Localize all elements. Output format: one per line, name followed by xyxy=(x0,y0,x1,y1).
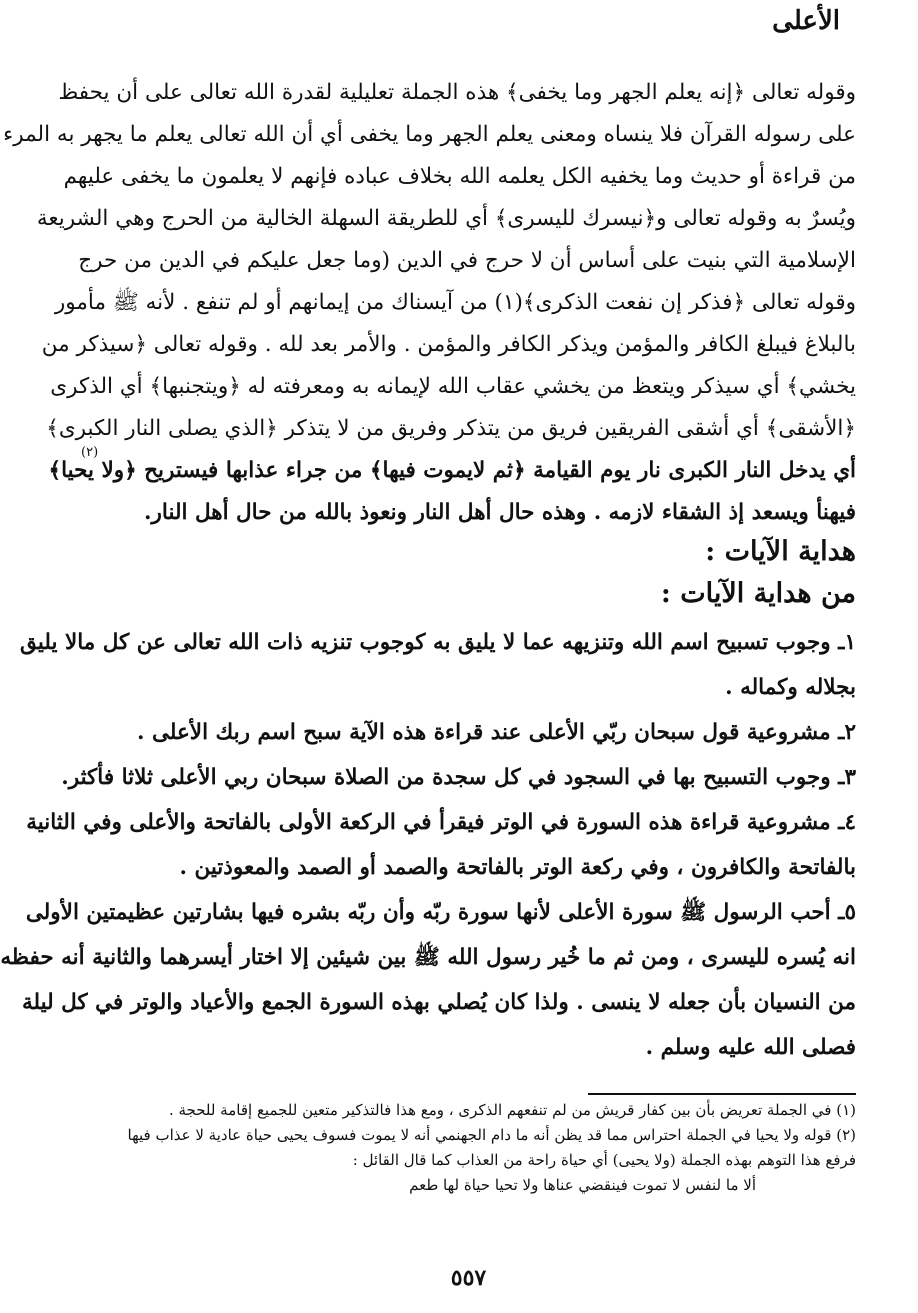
lesson-line: ٢ـ مشروعية قول سبحان ربّي الأعلى عند قراءة هذه الآية سبح اسم ربك الأعلى . xyxy=(136,720,856,745)
lesson-line: بالفاتحة والكافرون ، وفي ركعة الوتر بالفاتحة والصمد أو الصمد والمعوذتين . xyxy=(179,855,856,880)
footnote-line: فرفع هذا التوهم بهذه الجملة (ولا يحيى) أي حياة راحة من العذاب كما قال القائل : xyxy=(352,1151,856,1169)
commentary-line: ﴿الأشقى﴾ أي أشقى الفريقين فريق من يتذكر وفريق من لا يتذكر ﴿الذي يصلى النار الكبرى﴾ xyxy=(46,416,856,441)
commentary-line: يخشي﴾ أي سيذكر ويتعظ من يخشي عقاب الله لإيمانه به ومعرفته له ﴿ويتجنبها﴾ أي الذكرى xyxy=(50,374,856,399)
footnote-verse-line: ألا ما لنفس لا تموت فينقضي عناها ولا تحيا حياة لها طعم xyxy=(409,1176,756,1194)
commentary-line: على رسوله القرآن فلا ينساه ومعنى يعلم الجهر وما يخفى أي أن الله تعالى يعلم ما يجهر به المرء xyxy=(3,122,856,147)
lesson-line: ٣ـ وجوب التسبيح بها في السجود في كل سجدة من الصلاة سبحان ربي الأعلى ثلاثا فأكثر. xyxy=(61,765,856,790)
commentary-line: ويُسرٌ به وقوله تعالى و﴿نيسرك لليسرى﴾ أي للطريقة السهلة الخالية من الحرج وهي الشريعة xyxy=(36,206,856,231)
page-number: ٥٥٧ xyxy=(450,1265,487,1291)
commentary-line: من قراءة أو حديث وما يخفيه الكل يعلمه الله بخلاف عباده فإنهم لا يعلمون ما يخفى عليهم xyxy=(63,164,856,189)
lesson-line: بجلاله وكماله . xyxy=(725,675,856,700)
lesson-line: ٥ـ أحب الرسول ﷺ سورة الأعلى لأنها سورة ربّه وأن ربّه بشره فيها بشارتين عظيمتين الأولى xyxy=(25,900,856,925)
section-heading: من هداية الآيات : xyxy=(660,578,856,609)
commentary-line: الإسلامية التي بنيت على أساس أن لا حرج في الدين (وما جعل عليكم في الدين من حرج xyxy=(78,248,856,273)
commentary-paragraph xyxy=(3,72,856,534)
footnote-marker: (٢) xyxy=(81,445,99,460)
lesson-line: ١ـ وجوب تسبيح اسم الله وتنزيهه عما لا يليق به كوجوب تنزيه ذات الله تعالى عن كل مالا يليق xyxy=(19,630,856,655)
commentary-bold-line: فيهنأ ويسعد إذ الشقاء لازمه . وهذه حال أهل النار ونعوذ بالله من حال أهل النار. xyxy=(144,500,856,525)
footnotes xyxy=(84,1098,856,1198)
commentary-bold-line: أي يدخل النار الكبرى نار يوم القيامة ﴿ثم لايموت فيها﴾ من جراء عذابها فيستريح ﴿ولا يحيا﴾ xyxy=(48,458,856,483)
lessons-list xyxy=(0,620,856,1070)
lesson-line: ٤ـ مشروعية قراءة هذه السورة في الوتر فيقرأ في الركعة الأولى بالفاتحة والأعلى وفي الثانية xyxy=(26,810,856,835)
lesson-line: من النسيان بأن جعله لا ينسى . ولذا كان يُصلي بهذه السورة الجمع والأعياد والوتر في كل ليلة xyxy=(21,990,856,1015)
section-heading: هداية الآيات : xyxy=(705,536,856,567)
commentary-line: بالبلاغ فيبلغ الكافر والمؤمن ويذكر الكافر والمؤمن . والأمر بعد لله . وقوله تعالى ﴿سيذكر من xyxy=(41,332,856,357)
commentary-line: وقوله تعالى ﴿إنه يعلم الجهر وما يخفى﴾ هذه الجملة تعليلية لقدرة الله تعالى على أن يحفظ xyxy=(58,80,856,105)
footnote-line: (٢) قوله ولا يحيا في الجملة احتراس مما قد يظن أنه ما دام الجهنمي أنه لا يموت فسوف يحيى حياة عادية لا عذاب فيها xyxy=(127,1126,856,1144)
lesson-line: فصلى الله عليه وسلم . xyxy=(645,1035,856,1060)
lesson-line: انه يُسره لليسرى ، ومن ثم ما خُير رسول الله ﷺ بين شيئين إلا اختار أيسرهما والثانية أنه حفظه xyxy=(0,945,856,970)
footnote-line: (١) في الجملة تعريض بأن بين كفار قريش من لم تنفعهم الذكرى ، ومع هذا فالتذكير متعين للجميع إقامة للحجة . xyxy=(168,1101,856,1119)
running-header: الأعلى xyxy=(772,6,840,36)
footnote-divider xyxy=(588,1093,856,1095)
commentary-line: وقوله تعالى ﴿فذكر إن نفعت الذكرى﴾(١) من آيسناك من إيمانهم أو لم تنفع . لأنه ﷺ مأمور xyxy=(54,290,856,315)
